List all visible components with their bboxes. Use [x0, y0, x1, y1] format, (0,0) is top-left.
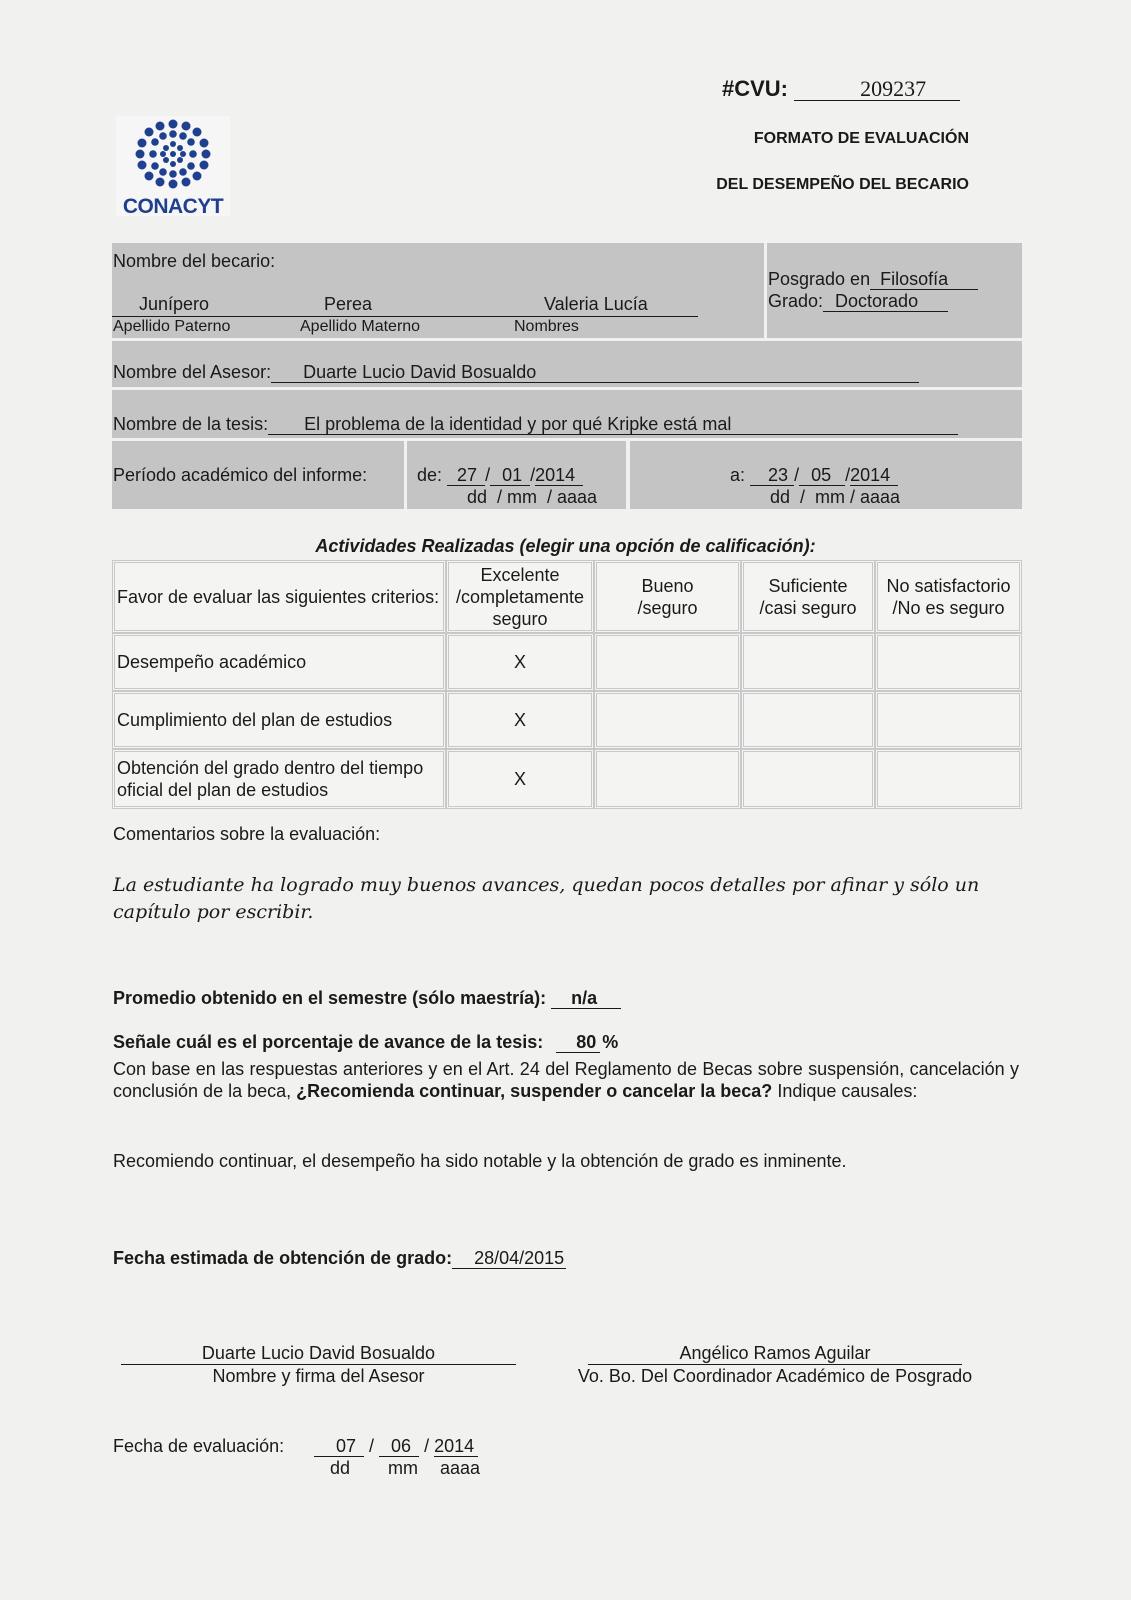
grid-header-bueno: Bueno /seguro	[594, 560, 741, 633]
nombres: Valeria Lucía	[544, 294, 648, 314]
grid-mark-no-satisfactorio[interactable]	[875, 749, 1022, 809]
conacyt-logo	[116, 116, 230, 216]
fecha-eval-dd[interactable]: 07	[314, 1437, 364, 1457]
grid-header-criterios: Favor de evaluar las siguientes criterios:	[112, 560, 446, 633]
firma-coordinador-name: Angélico Ramos Aguilar	[588, 1342, 962, 1365]
periodo-label-cell	[112, 441, 404, 509]
posgrado-value: Filosofía	[870, 270, 978, 290]
periodo-de-date: de: 27 / 01 /2014	[417, 465, 583, 486]
periodo-a-dd: 23	[750, 466, 794, 486]
tesis-label: Nombre de la tesis:	[113, 414, 269, 434]
grid-row-label: Obtención del grado dentro del tiempo oficial del plan de estudios	[112, 749, 446, 809]
posgrado-panel	[767, 243, 1022, 338]
asesor-panel	[112, 341, 1022, 387]
porcentaje-unit: %	[602, 1032, 619, 1052]
promedio-value[interactable]: n/a	[551, 989, 621, 1009]
comentarios-label: Comentarios sobre la evaluación:	[113, 824, 381, 844]
grado-label: Grado:	[768, 291, 824, 311]
grid-mark-excelente[interactable]: X	[446, 749, 594, 809]
conacyt-logo-text: CONACYT	[122, 195, 224, 218]
recomendacion-paragraph	[113, 1058, 1019, 1102]
grid-mark-bueno[interactable]	[594, 749, 741, 809]
recomendacion-tail: Indique causales:	[777, 1081, 918, 1101]
cvu-line	[722, 76, 960, 102]
porcentaje-line	[113, 1032, 618, 1053]
recomendacion-intro: Con base en las respuestas anteriores y en el Art. 24 del Reglamento de Becas sobre suspensión, cancelación y conclusión de la beca,	[113, 1059, 1019, 1101]
periodo-label: Período académico del informe:	[113, 465, 368, 485]
periodo-de-dd: 27	[447, 466, 485, 486]
tesis-panel	[112, 390, 1022, 438]
cvu-value: 209237	[794, 77, 960, 101]
periodo-a-mm: 05	[799, 466, 845, 486]
sub-apellido-paterno: Apellido Paterno	[113, 318, 231, 335]
conacyt-dots-icon	[116, 116, 230, 190]
periodo-a-cell	[630, 441, 1022, 509]
grid-mark-bueno[interactable]	[594, 633, 741, 691]
fecha-grado-label: Fecha estimada de obtención de grado:	[113, 1248, 453, 1268]
grid-mark-no-satisfactorio[interactable]	[875, 633, 1022, 691]
apellido-materno: Perea	[324, 294, 373, 314]
grid-mark-suficiente[interactable]	[741, 691, 875, 749]
becario-name-line	[112, 294, 698, 317]
periodo-de-label: de:	[417, 465, 443, 485]
periodo-a-aaaa: 2014	[850, 466, 898, 486]
cvu-label: #CVU:	[722, 76, 789, 101]
grid-mark-suficiente[interactable]	[741, 749, 875, 809]
fecha-eval-mm-caption: mm	[388, 1458, 418, 1478]
grid-mark-excelente[interactable]: X	[446, 633, 594, 691]
periodo-de-cell	[407, 441, 626, 509]
periodo-de-aaaa: 2014	[535, 466, 583, 486]
becario-panel	[112, 243, 764, 338]
fecha-grado-value[interactable]: 28/04/2015	[452, 1249, 566, 1269]
periodo-a-format: dd / mm / aaaa	[770, 487, 901, 507]
posgrado-line	[768, 269, 978, 290]
porcentaje-label: Señale cuál es el porcentaje de avance de la tesis:	[113, 1032, 544, 1052]
recomendacion-question: ¿Recomienda continuar, suspender o cancelar la beca?	[296, 1081, 773, 1101]
form-title-line1: FORMATO DE EVALUACIÓN	[753, 130, 969, 147]
asesor-value: Duarte Lucio David Bosualdo	[271, 363, 919, 383]
grid-row-label: Desempeño académico	[112, 633, 446, 691]
actividades-title: Actividades Realizadas (elegir una opción de calificación):	[315, 536, 816, 556]
fecha-eval-label: Fecha de evaluación:	[113, 1436, 285, 1456]
promedio-line	[113, 988, 621, 1009]
becario-label: Nombre del becario:	[113, 251, 276, 271]
periodo-de-format: dd / mm / aaaa	[467, 487, 598, 507]
grid-mark-suficiente[interactable]	[741, 633, 875, 691]
recomendacion-answer[interactable]: Recomiendo continuar, el desempeño ha sido notable y la obtención de grado es inminente.	[113, 1151, 847, 1171]
firma-coordinador	[560, 1342, 990, 1387]
grado-value: Doctorado	[823, 292, 948, 312]
fecha-eval-date: 07 / 06 / 2014	[314, 1436, 478, 1457]
fecha-eval-dd-caption: dd	[330, 1458, 351, 1478]
grid-row-label: Cumplimiento del plan de estudios	[112, 691, 446, 749]
grid-header-suficiente: Suficiente /casi seguro	[741, 560, 875, 633]
posgrado-label: Posgrado en	[768, 269, 871, 289]
fecha-eval-mm[interactable]: 06	[379, 1437, 419, 1457]
apellido-paterno: Junípero	[139, 294, 210, 314]
periodo-a-date: a: 23 / 05 /2014	[730, 465, 898, 486]
form-title-line2: DEL DESEMPEÑO DEL BECARIO	[716, 176, 969, 193]
grid-mark-no-satisfactorio[interactable]	[875, 691, 1022, 749]
firma-asesor-caption: Nombre y firma del Asesor	[212, 1366, 425, 1386]
fecha-eval-aaaa[interactable]: 2014	[434, 1437, 478, 1457]
firma-coordinador-caption: Vo. Bo. Del Coordinador Académico de Posgrado	[577, 1366, 973, 1386]
grid-header-excelente: Excelente /completamente seguro	[446, 560, 594, 633]
grid-mark-excelente[interactable]: X	[446, 691, 594, 749]
firma-asesor-name: Duarte Lucio David Bosualdo	[121, 1342, 516, 1365]
sub-apellido-materno: Apellido Materno	[300, 318, 421, 335]
periodo-de-mm: 01	[490, 466, 530, 486]
fecha-grado-line	[113, 1248, 566, 1269]
grid-header-no-satisfactorio: No satisfactorio /No es seguro	[875, 560, 1022, 633]
tesis-value: El problema de la identidad y por qué Kripke está mal	[268, 415, 958, 435]
asesor-label: Nombre del Asesor:	[113, 362, 272, 382]
periodo-a-label: a:	[730, 465, 746, 485]
comentarios-text[interactable]: La estudiante ha logrado muy buenos avances, quedan pocos detalles por afinar y sólo un capítulo por escribir.	[113, 874, 980, 923]
sub-nombres: Nombres	[514, 318, 579, 335]
fecha-eval-aaaa-caption: aaaa	[440, 1458, 481, 1478]
firma-asesor	[121, 1342, 516, 1387]
grado-line	[768, 291, 948, 312]
porcentaje-value[interactable]: 80	[556, 1033, 600, 1053]
promedio-label: Promedio obtenido en el semestre (sólo maestría):	[113, 988, 547, 1008]
grid-mark-bueno[interactable]	[594, 691, 741, 749]
